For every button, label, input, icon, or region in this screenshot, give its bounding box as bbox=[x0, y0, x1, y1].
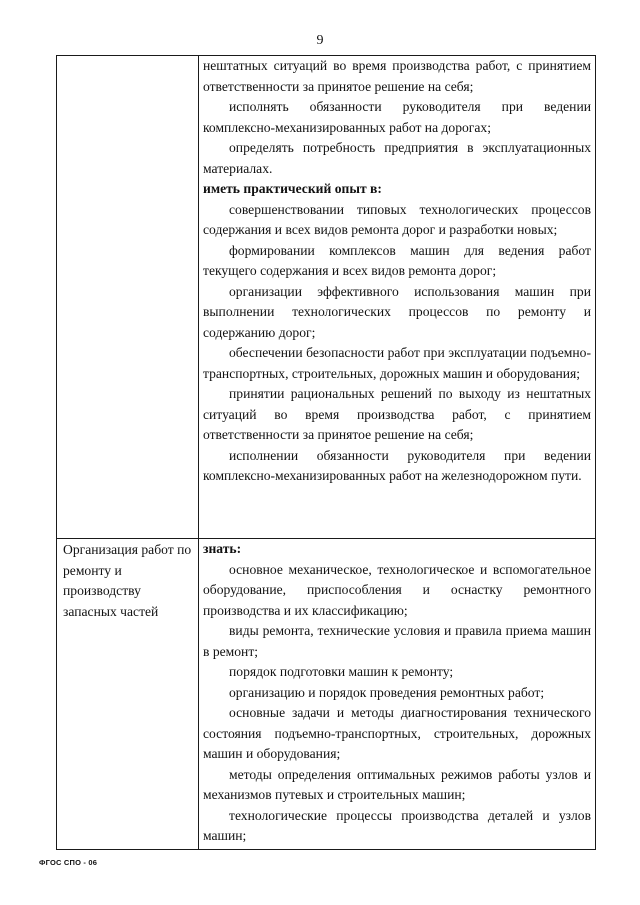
requirement-text: организацию и порядок проведения ремонтных работ; bbox=[229, 684, 545, 700]
requirement-text: основные задачи и методы диагностирования технического состояния подъемно-транспортных, строительных, дорожных машин и оборудования; bbox=[203, 705, 591, 761]
requirements-cell bbox=[199, 56, 596, 539]
table-row bbox=[57, 56, 596, 539]
requirement-text: нештатных ситуаций во время производства работ, с принятием ответственности за принятое решение на себя; bbox=[203, 58, 591, 94]
section-cell bbox=[57, 56, 199, 539]
requirement-text: порядок подготовки машин к ремонту; bbox=[229, 664, 454, 679]
section-title bbox=[57, 56, 198, 57]
requirement-text: виды ремонта, технические условия и правила приема машин в ремонт; bbox=[203, 623, 591, 659]
section-cell bbox=[57, 539, 199, 850]
requirement-text: организации эффективного использования машин при выполнении технологических процессов по ремонту и содержанию дорог; bbox=[203, 283, 591, 340]
requirement-text: принятии рациональных решений по выходу из нештатных ситуаций во время производства работ, с принятием ответственности за принятое решение на себя; bbox=[203, 386, 591, 442]
requirement-text: обеспечении безопасности работ при эксплуатации подъемно-транспортных, строительных, дорожных машин и оборудования; bbox=[203, 345, 591, 381]
footer-code: ФГОС СПО - 06 bbox=[39, 858, 98, 867]
requirement-text: технологические процессы производства деталей и узлов машин; bbox=[203, 807, 591, 843]
competency-table bbox=[56, 55, 596, 850]
requirement-text: совершенствовании типовых технологических процессов содержания и всех видов ремонта дорог и разработки новых; bbox=[203, 201, 591, 237]
requirement-text: определять потребность предприятия в эксплуатационных материалах. bbox=[203, 140, 591, 176]
page-number: 9 bbox=[316, 33, 324, 48]
requirement-text: методы определения оптимальных режимов работы узлов и механизмов путевых и строительных машин; bbox=[203, 766, 591, 802]
requirement-heading: иметь практический опыт в: bbox=[203, 181, 382, 196]
requirement-text: основное механическое, технологическое и вспомогательное оборудование, приспособления и оснастку ремонтного производства и их классификацию; bbox=[203, 561, 591, 618]
section-title: Организация работ по ремонту и производству запасных частей bbox=[63, 542, 192, 619]
requirement-text: исполнять обязанности руководителя при ведении комплексно-механизированных работ на дорогах; bbox=[203, 99, 591, 135]
table-row bbox=[57, 539, 596, 850]
requirement-text: формировании комплексов машин для ведения работ текущего содержания и всех видов ремонта дорог; bbox=[203, 242, 591, 278]
requirement-heading: знать: bbox=[203, 541, 242, 556]
requirement-text: исполнении обязанности руководителя при ведении комплексно-механизированных работ на железнодорожном пути. bbox=[203, 447, 591, 483]
requirements-cell bbox=[199, 539, 596, 850]
